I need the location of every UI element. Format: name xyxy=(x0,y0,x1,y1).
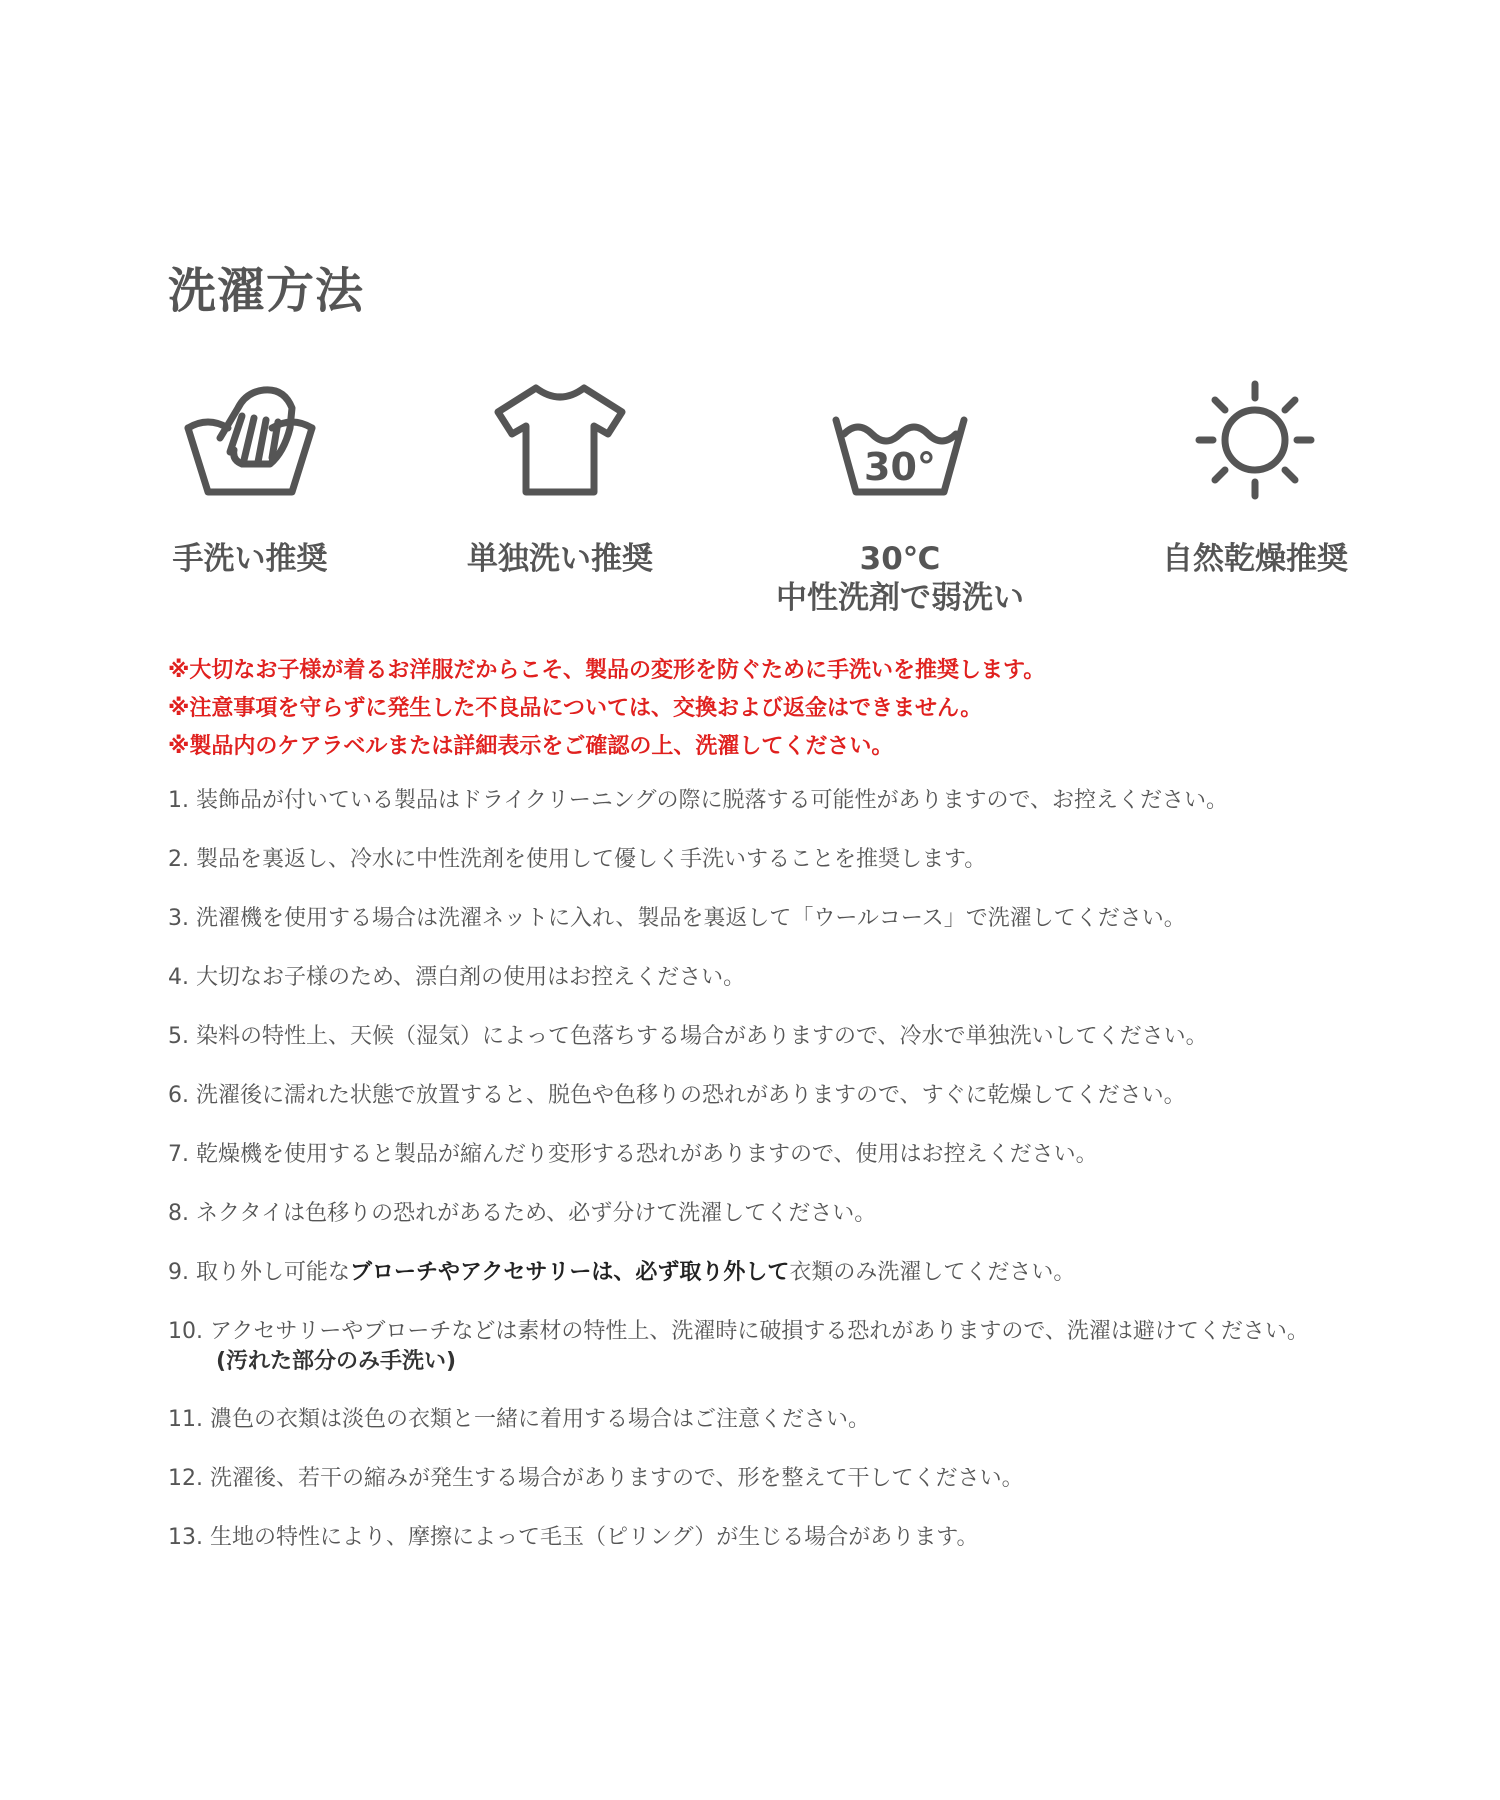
item-number: 10. xyxy=(168,1319,203,1344)
t-shirt-icon xyxy=(490,380,630,500)
list-item xyxy=(168,1464,1468,1523)
sun-icon xyxy=(1185,380,1325,500)
list-item xyxy=(168,1081,1468,1140)
care-item-hand-wash xyxy=(90,380,410,579)
item-number: 6. xyxy=(168,1083,189,1108)
item-text: 染料の特性上、天候（湿気）によって色落ちする場合がありますので、冷水で単独洗いしてください。 xyxy=(196,1024,1208,1049)
care-item-natural-dry xyxy=(1095,380,1415,579)
item-number: 4. xyxy=(168,965,189,990)
warning-notes xyxy=(168,652,1418,766)
wash-30-label-line1: 30℃ xyxy=(859,541,941,577)
warning-note: ※大切なお子様が着るお洋服だからこそ、製品の変形を防ぐために手洗いを推奨します。 xyxy=(168,658,1046,683)
list-item xyxy=(168,1317,1468,1405)
wash-30-label-line2: 中性洗剤で弱洗い xyxy=(776,579,1024,616)
item-text: 洗濯機を使用する場合は洗濯ネットに入れ、製品を裏返して「ウールコース」で洗濯してください。 xyxy=(196,906,1186,931)
page-title: 洗濯方法 xyxy=(168,263,365,319)
item-text: 洗濯後、若干の縮みが発生する場合がありますので、形を整えて干してください。 xyxy=(210,1466,1024,1491)
item-text: 大切なお子様のため、漂白剤の使用はお控えください。 xyxy=(196,965,746,990)
list-item xyxy=(168,845,1468,904)
list-item xyxy=(168,904,1468,963)
item-text: 製品を裏返し、冷水に中性洗剤を使用して優しく手洗いすることを推奨します。 xyxy=(196,847,987,872)
item-text: ネクタイは色移りの恐れがあるため、必ず分けて洗濯してください。 xyxy=(196,1201,877,1226)
warning-note: ※製品内のケアラベルまたは詳細表示をご確認の上、洗濯してください。 xyxy=(168,734,894,759)
item-number: 1. xyxy=(168,788,189,813)
item-number: 13. xyxy=(168,1525,203,1550)
list-item xyxy=(168,1405,1468,1464)
item-number: 11. xyxy=(168,1407,203,1432)
item-number: 3. xyxy=(168,906,189,931)
warning-note: ※注意事項を守らずに発生した不良品については、交換および返金はできません。 xyxy=(168,696,983,721)
list-item xyxy=(168,1199,1468,1258)
item-text: 生地の特性により、摩擦によって毛玉（ピリング）が生じる場合があります。 xyxy=(210,1525,979,1550)
item-text-bold: ブローチやアクセサリーは、必ず取り外して xyxy=(350,1260,790,1285)
wash-tub-icon xyxy=(830,380,970,500)
item-number: 2. xyxy=(168,847,189,872)
wash-30-label xyxy=(740,540,1060,618)
item-text: アクセサリーやブローチなどは素材の特性上、洗濯時に破損する恐れがありますので、洗濯は避けてください。 xyxy=(210,1319,1309,1344)
list-item xyxy=(168,1258,1468,1317)
item-number: 12. xyxy=(168,1466,203,1491)
hand-wash-icon xyxy=(180,380,320,500)
item-number: 5. xyxy=(168,1024,189,1049)
list-item xyxy=(168,786,1468,845)
item-text-pre: 取り外し可能な xyxy=(196,1260,351,1285)
single-wash-label: 単独洗い推奨 xyxy=(467,541,653,577)
list-item xyxy=(168,1140,1468,1199)
list-item xyxy=(168,1523,1468,1582)
item-text: 装飾品が付いている製品はドライクリーニングの際に脱落する可能性がありますので、お控えください。 xyxy=(196,788,1229,813)
list-item xyxy=(168,1022,1468,1081)
item-text-post: 衣類のみ洗濯してください。 xyxy=(789,1260,1076,1285)
wash-temp-text: 30° xyxy=(864,445,936,489)
instruction-list xyxy=(168,786,1468,1582)
item-text: 濃色の衣類は淡色の衣類と一緒に着用する場合はご注意ください。 xyxy=(210,1407,871,1432)
natural-dry-label: 自然乾燥推奨 xyxy=(1162,541,1348,577)
item-number: 9. xyxy=(168,1260,189,1285)
care-item-single-wash xyxy=(400,380,720,579)
item-number: 8. xyxy=(168,1201,189,1226)
item-number: 7. xyxy=(168,1142,189,1167)
hand-wash-label: 手洗い推奨 xyxy=(172,541,328,577)
list-item xyxy=(168,963,1468,1022)
care-item-wash-30 xyxy=(740,380,1060,618)
item-text: 乾燥機を使用すると製品が縮んだり変形する恐れがありますので、使用はお控えください。 xyxy=(196,1142,1098,1167)
item-text: 洗濯後に濡れた状態で放置すると、脱色や色移りの恐れがありますので、すぐに乾燥してください。 xyxy=(196,1083,1186,1108)
item-subtext: (汚れた部分のみ手洗い) xyxy=(216,1349,457,1374)
